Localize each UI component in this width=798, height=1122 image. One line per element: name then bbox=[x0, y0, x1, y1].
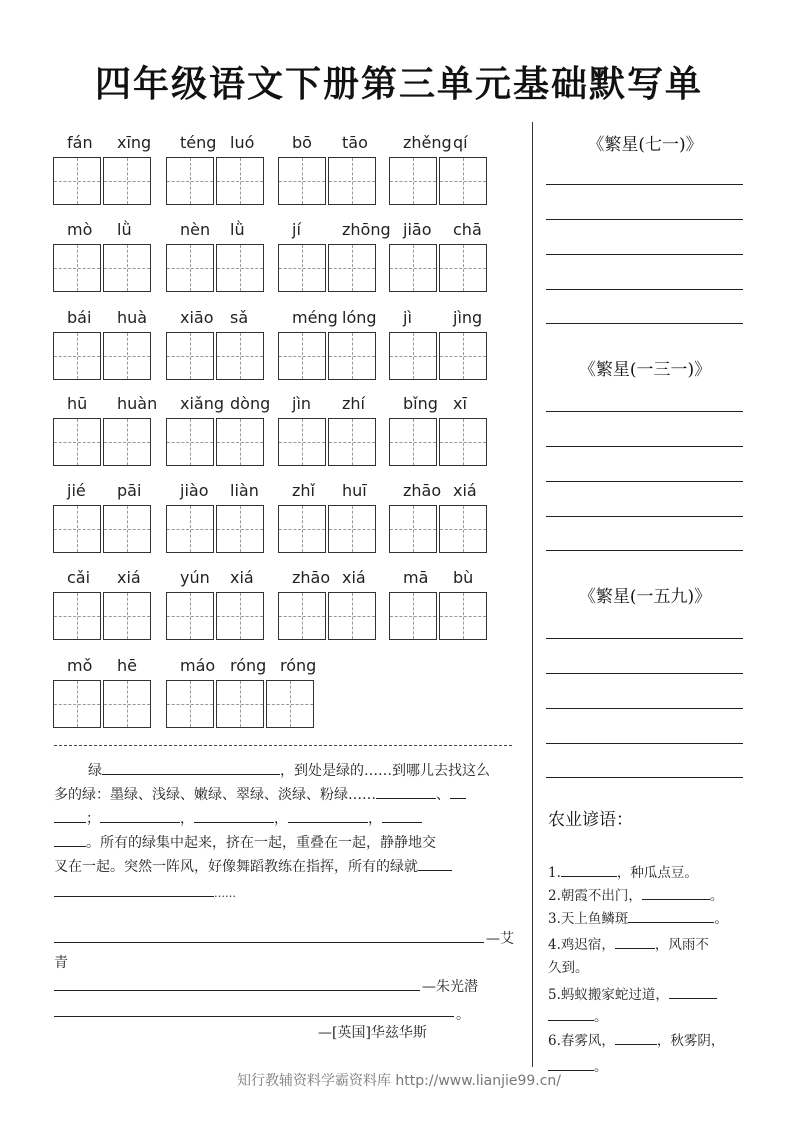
answer-blank[interactable] bbox=[642, 885, 710, 900]
tian-grid-box[interactable] bbox=[216, 505, 264, 553]
tian-grid-box[interactable] bbox=[328, 505, 376, 553]
pinyin-syllable: hē bbox=[117, 656, 137, 675]
tian-grid-box[interactable] bbox=[439, 157, 487, 205]
pinyin-syllable: qí bbox=[453, 133, 468, 152]
footer-watermark: 知行教辅资料学霸资料库 http://www.lianjie99.cn/ bbox=[236, 1073, 562, 1089]
writing-boxes bbox=[278, 332, 378, 380]
tian-grid-box[interactable] bbox=[53, 157, 101, 205]
passage-text: 绿 bbox=[88, 763, 102, 779]
saying-text: 。 bbox=[594, 1059, 608, 1075]
pinyin-syllable: xiá bbox=[453, 481, 477, 500]
saying-text: 1. bbox=[548, 865, 561, 881]
pinyin-syllable: xī bbox=[453, 394, 467, 413]
page-title: 四年级语文下册第三单元基础默写单 bbox=[94, 63, 703, 105]
passage-line-1 bbox=[54, 760, 490, 782]
tian-grid-box[interactable] bbox=[439, 332, 487, 380]
pinyin-label bbox=[53, 308, 153, 328]
poem-answer-line[interactable] bbox=[546, 777, 743, 778]
end-mark: 。 bbox=[456, 1007, 470, 1023]
saying-line bbox=[548, 1006, 608, 1027]
pinyin-syllable: fán bbox=[67, 133, 93, 152]
tian-grid-box[interactable] bbox=[166, 680, 214, 728]
poem-title: 《繁星(七一)》 bbox=[587, 135, 703, 155]
pinyin-label bbox=[278, 133, 378, 153]
tian-grid-box[interactable] bbox=[216, 244, 264, 292]
poem-answer-line[interactable] bbox=[546, 323, 743, 324]
pinyin-syllable: máo bbox=[180, 656, 216, 675]
pinyin-syllable: téng bbox=[180, 133, 217, 152]
saying-text: ，风雨不 bbox=[654, 937, 709, 953]
tian-grid-box[interactable] bbox=[328, 244, 376, 292]
tian-grid-box[interactable] bbox=[278, 157, 326, 205]
tian-grid-box[interactable] bbox=[103, 680, 151, 728]
saying-text: 。 bbox=[709, 888, 724, 904]
saying-text: 久到。 bbox=[548, 960, 589, 976]
pinyin-label bbox=[53, 133, 153, 153]
poem-answer-line[interactable] bbox=[546, 481, 743, 482]
writing-boxes bbox=[53, 418, 153, 466]
pinyin-syllable: yún bbox=[180, 568, 210, 587]
answer-blank[interactable] bbox=[450, 784, 466, 799]
pinyin-syllable: huī bbox=[342, 481, 367, 500]
pinyin-syllable: zhāo bbox=[403, 481, 442, 500]
pinyin-label bbox=[389, 568, 489, 588]
pinyin-syllable: bō bbox=[292, 133, 312, 152]
tian-grid-box[interactable] bbox=[389, 418, 437, 466]
saying-line bbox=[548, 862, 698, 883]
tian-grid-box[interactable] bbox=[216, 592, 264, 640]
pinyin-label bbox=[53, 481, 153, 501]
saying-text: 6.春雾风， bbox=[548, 1033, 615, 1049]
writing-boxes bbox=[53, 244, 153, 292]
tian-grid-box[interactable] bbox=[53, 418, 101, 466]
tian-grid-box[interactable] bbox=[103, 157, 151, 205]
poem-answer-line[interactable] bbox=[546, 411, 743, 412]
pinyin-syllable: zhōng bbox=[342, 220, 391, 239]
tian-grid-box[interactable] bbox=[166, 505, 214, 553]
tian-grid-box[interactable] bbox=[216, 680, 264, 728]
pinyin-label bbox=[53, 568, 153, 588]
pinyin-syllable: xīng bbox=[117, 133, 152, 152]
section-divider bbox=[54, 745, 512, 746]
answer-blank[interactable] bbox=[418, 856, 452, 871]
writing-boxes bbox=[166, 418, 266, 466]
tian-grid-box[interactable] bbox=[53, 244, 101, 292]
writing-boxes bbox=[278, 505, 378, 553]
answer-blank[interactable] bbox=[54, 882, 214, 897]
passage-text: …… bbox=[214, 887, 236, 900]
saying-line bbox=[548, 984, 717, 1005]
pinyin-label bbox=[278, 568, 378, 588]
tian-grid-box[interactable] bbox=[266, 680, 314, 728]
writing-boxes bbox=[53, 157, 153, 205]
answer-blank[interactable] bbox=[561, 862, 617, 877]
tian-grid-box[interactable] bbox=[439, 244, 487, 292]
pinyin-syllable: róng bbox=[230, 656, 267, 675]
pinyin-syllable: xiá bbox=[342, 568, 366, 587]
answer-blank[interactable] bbox=[628, 908, 714, 923]
pinyin-syllable: bǐng bbox=[403, 394, 438, 413]
pinyin-syllable: lǜ bbox=[117, 220, 132, 239]
tian-grid-box[interactable] bbox=[103, 244, 151, 292]
tian-grid-box[interactable] bbox=[103, 505, 151, 553]
pinyin-syllable: xiāo bbox=[180, 308, 214, 327]
saying-line bbox=[548, 1030, 724, 1051]
writing-boxes bbox=[389, 592, 489, 640]
pinyin-syllable: huà bbox=[117, 308, 148, 327]
pinyin-label bbox=[389, 394, 489, 414]
pinyin-syllable: chā bbox=[453, 220, 482, 239]
pinyin-syllable: bái bbox=[67, 308, 92, 327]
tian-grid-box[interactable] bbox=[53, 332, 101, 380]
poem-answer-line[interactable] bbox=[546, 673, 743, 674]
tian-grid-box[interactable] bbox=[389, 505, 437, 553]
tian-grid-box[interactable] bbox=[389, 592, 437, 640]
saying-text: 。 bbox=[714, 911, 728, 927]
answer-blank[interactable] bbox=[376, 784, 436, 799]
writing-boxes bbox=[53, 592, 153, 640]
passage-text: 多的绿：墨绿、浅绿、嫩绿、翠绿、淡绿、粉绿…… bbox=[54, 787, 376, 803]
author-attribution-cont: 青 bbox=[54, 955, 68, 971]
writing-boxes bbox=[166, 592, 266, 640]
saying-line bbox=[548, 934, 709, 955]
pinyin-syllable: huàn bbox=[117, 394, 158, 413]
pinyin-syllable: jié bbox=[67, 481, 86, 500]
writing-boxes bbox=[166, 505, 266, 553]
tian-grid-box[interactable] bbox=[439, 592, 487, 640]
passage-line-4 bbox=[54, 832, 436, 854]
answer-blank[interactable] bbox=[669, 984, 717, 999]
tian-grid-box[interactable] bbox=[53, 505, 101, 553]
pinyin-syllable: jìn bbox=[292, 394, 312, 413]
poem-answer-line[interactable] bbox=[546, 550, 743, 551]
writing-boxes bbox=[53, 505, 153, 553]
tian-grid-box[interactable] bbox=[53, 592, 101, 640]
poem-title: 《繁星(一三一)》 bbox=[578, 360, 712, 380]
saying-text: 4.鸡迟宿， bbox=[548, 937, 615, 953]
tian-grid-box[interactable] bbox=[278, 332, 326, 380]
tian-grid-box[interactable] bbox=[328, 332, 376, 380]
pinyin-label bbox=[166, 394, 271, 414]
passage-text: 、 bbox=[436, 787, 450, 803]
pinyin-label bbox=[278, 481, 378, 501]
writing-boxes bbox=[389, 244, 489, 292]
writing-boxes bbox=[53, 680, 153, 728]
pinyin-syllable: zhǐ bbox=[292, 481, 315, 500]
poem-answer-line[interactable] bbox=[546, 219, 743, 220]
tian-grid-box[interactable] bbox=[216, 418, 264, 466]
saying-text: 5.蚂蚁搬家蛇过道， bbox=[548, 987, 669, 1003]
pinyin-label bbox=[166, 308, 266, 328]
answer-blank[interactable] bbox=[382, 808, 422, 823]
poem-answer-line[interactable] bbox=[546, 743, 743, 744]
pinyin-syllable: mā bbox=[403, 568, 429, 587]
answer-blank[interactable] bbox=[288, 808, 368, 823]
writing-boxes bbox=[166, 157, 266, 205]
pinyin-label bbox=[166, 220, 266, 240]
writing-boxes bbox=[166, 680, 316, 728]
tian-grid-box[interactable] bbox=[439, 418, 487, 466]
pinyin-syllable: xiǎng bbox=[180, 394, 225, 413]
pinyin-syllable: luó bbox=[230, 133, 255, 152]
answer-blank[interactable] bbox=[194, 808, 274, 823]
pinyin-syllable: nèn bbox=[180, 220, 211, 239]
pinyin-syllable: liàn bbox=[230, 481, 259, 500]
saying-text: ，种瓜点豆。 bbox=[616, 865, 698, 881]
saying-line bbox=[548, 885, 723, 906]
pinyin-syllable: jìng bbox=[453, 308, 483, 327]
pinyin-label bbox=[53, 656, 153, 676]
pinyin-label bbox=[166, 481, 266, 501]
sayings-title: 农业谚语： bbox=[548, 810, 633, 830]
pinyin-label bbox=[166, 656, 316, 676]
author-attribution: —艾 bbox=[486, 931, 514, 947]
column-divider bbox=[532, 122, 533, 1067]
pinyin-label bbox=[53, 220, 153, 240]
tian-grid-box[interactable] bbox=[166, 332, 214, 380]
author-attribution: —朱光潜 bbox=[422, 979, 478, 995]
tian-grid-box[interactable] bbox=[389, 244, 437, 292]
pinyin-label bbox=[278, 308, 378, 328]
pinyin-label bbox=[53, 394, 158, 414]
writing-boxes bbox=[278, 592, 378, 640]
pinyin-label bbox=[278, 220, 391, 240]
poem-title: 《繁星(一五九)》 bbox=[578, 587, 712, 607]
saying-line bbox=[548, 908, 728, 929]
pinyin-syllable: zhí bbox=[342, 394, 365, 413]
poem-answer-line[interactable] bbox=[546, 254, 743, 255]
answer-line[interactable] bbox=[54, 990, 420, 991]
pinyin-syllable: cǎi bbox=[67, 568, 91, 587]
writing-boxes bbox=[389, 332, 489, 380]
pinyin-label bbox=[389, 308, 489, 328]
pinyin-syllable: hū bbox=[67, 394, 88, 413]
tian-grid-box[interactable] bbox=[216, 332, 264, 380]
answer-blank[interactable] bbox=[548, 1056, 594, 1071]
answer-blank[interactable] bbox=[102, 760, 280, 775]
writing-boxes bbox=[278, 157, 378, 205]
tian-grid-box[interactable] bbox=[389, 157, 437, 205]
tian-grid-box[interactable] bbox=[439, 505, 487, 553]
poem-answer-line[interactable] bbox=[546, 446, 743, 447]
pinyin-label bbox=[389, 481, 489, 501]
tian-grid-box[interactable] bbox=[278, 244, 326, 292]
pinyin-syllable: mò bbox=[67, 220, 93, 239]
pinyin-syllable: zhāo bbox=[292, 568, 331, 587]
writing-boxes bbox=[389, 505, 489, 553]
pinyin-syllable: sǎ bbox=[230, 308, 249, 327]
tian-grid-box[interactable] bbox=[103, 418, 151, 466]
tian-grid-box[interactable] bbox=[166, 157, 214, 205]
poem-answer-line[interactable] bbox=[546, 638, 743, 639]
pinyin-syllable: xiá bbox=[117, 568, 141, 587]
pinyin-syllable: jiào bbox=[180, 481, 209, 500]
passage-text: ， bbox=[368, 811, 382, 827]
pinyin-syllable: zhěng bbox=[403, 133, 452, 152]
tian-grid-box[interactable] bbox=[166, 592, 214, 640]
writing-boxes bbox=[389, 157, 489, 205]
pinyin-syllable: jí bbox=[292, 220, 301, 239]
passage-text: ，到处是绿的……到哪儿去找这么 bbox=[280, 763, 490, 779]
pinyin-syllable: xiá bbox=[230, 568, 254, 587]
tian-grid-box[interactable] bbox=[389, 332, 437, 380]
writing-boxes bbox=[389, 418, 489, 466]
pinyin-label bbox=[278, 394, 378, 414]
pinyin-syllable: lóng bbox=[342, 308, 377, 327]
writing-boxes bbox=[53, 332, 153, 380]
pinyin-syllable: tāo bbox=[342, 133, 368, 152]
passage-text: 。所有的绿集中起来，挤在一起，重叠在一起，静静地交 bbox=[86, 835, 436, 851]
answer-blank[interactable] bbox=[54, 808, 86, 823]
poem-answer-line[interactable] bbox=[546, 708, 743, 709]
answer-blank[interactable] bbox=[100, 808, 180, 823]
saying-text: ，秋雾阴， bbox=[656, 1033, 725, 1049]
tian-grid-box[interactable] bbox=[278, 418, 326, 466]
passage-line-5 bbox=[54, 856, 452, 878]
pinyin-syllable: mǒ bbox=[67, 656, 93, 675]
poem-answer-line[interactable] bbox=[546, 289, 743, 290]
passage-text: 叉在一起。突然一阵风，好像舞蹈教练在指挥，所有的绿就 bbox=[54, 859, 418, 875]
pinyin-label bbox=[166, 568, 266, 588]
passage-text: ； bbox=[86, 811, 100, 827]
answer-blank[interactable] bbox=[548, 1006, 594, 1021]
answer-line[interactable] bbox=[54, 1016, 454, 1017]
pinyin-syllable: bù bbox=[453, 568, 474, 587]
passage-line-3 bbox=[54, 808, 422, 830]
answer-line[interactable] bbox=[54, 942, 484, 943]
saying-text: 2.朝霞不出门， bbox=[548, 888, 642, 904]
pinyin-label bbox=[166, 133, 266, 153]
pinyin-syllable: róng bbox=[280, 656, 317, 675]
author-attribution: —[英国]华兹华斯 bbox=[318, 1025, 427, 1041]
tian-grid-box[interactable] bbox=[166, 418, 214, 466]
writing-boxes bbox=[278, 418, 378, 466]
tian-grid-box[interactable] bbox=[328, 592, 376, 640]
passage-line-6 bbox=[54, 882, 236, 905]
writing-boxes bbox=[278, 244, 378, 292]
passage-line-2 bbox=[54, 784, 466, 806]
saying-text: 。 bbox=[594, 1009, 608, 1025]
saying-text: 3.天上鱼鳞斑 bbox=[548, 911, 629, 927]
poem-answer-line[interactable] bbox=[546, 184, 743, 185]
tian-grid-box[interactable] bbox=[216, 157, 264, 205]
writing-boxes bbox=[166, 332, 266, 380]
pinyin-syllable: jì bbox=[403, 308, 412, 327]
answer-blank[interactable] bbox=[54, 832, 86, 847]
poem-answer-line[interactable] bbox=[546, 516, 743, 517]
pinyin-syllable: jiāo bbox=[403, 220, 432, 239]
tian-grid-box[interactable] bbox=[328, 418, 376, 466]
tian-grid-box[interactable] bbox=[103, 332, 151, 380]
answer-blank[interactable] bbox=[615, 1030, 657, 1045]
writing-boxes bbox=[166, 244, 266, 292]
saying-line bbox=[548, 958, 589, 978]
pinyin-syllable: méng bbox=[292, 308, 338, 327]
tian-grid-box[interactable] bbox=[328, 157, 376, 205]
pinyin-label bbox=[389, 220, 489, 240]
tian-grid-box[interactable] bbox=[53, 680, 101, 728]
pinyin-label bbox=[389, 133, 489, 153]
pinyin-syllable: lǜ bbox=[230, 220, 245, 239]
passage-text: ， bbox=[274, 811, 288, 827]
answer-blank[interactable] bbox=[615, 934, 655, 949]
tian-grid-box[interactable] bbox=[166, 244, 214, 292]
tian-grid-box[interactable] bbox=[278, 505, 326, 553]
passage-text: ， bbox=[180, 811, 194, 827]
pinyin-syllable: pāi bbox=[117, 481, 142, 500]
tian-grid-box[interactable] bbox=[278, 592, 326, 640]
pinyin-syllable: dòng bbox=[230, 394, 271, 413]
tian-grid-box[interactable] bbox=[103, 592, 151, 640]
